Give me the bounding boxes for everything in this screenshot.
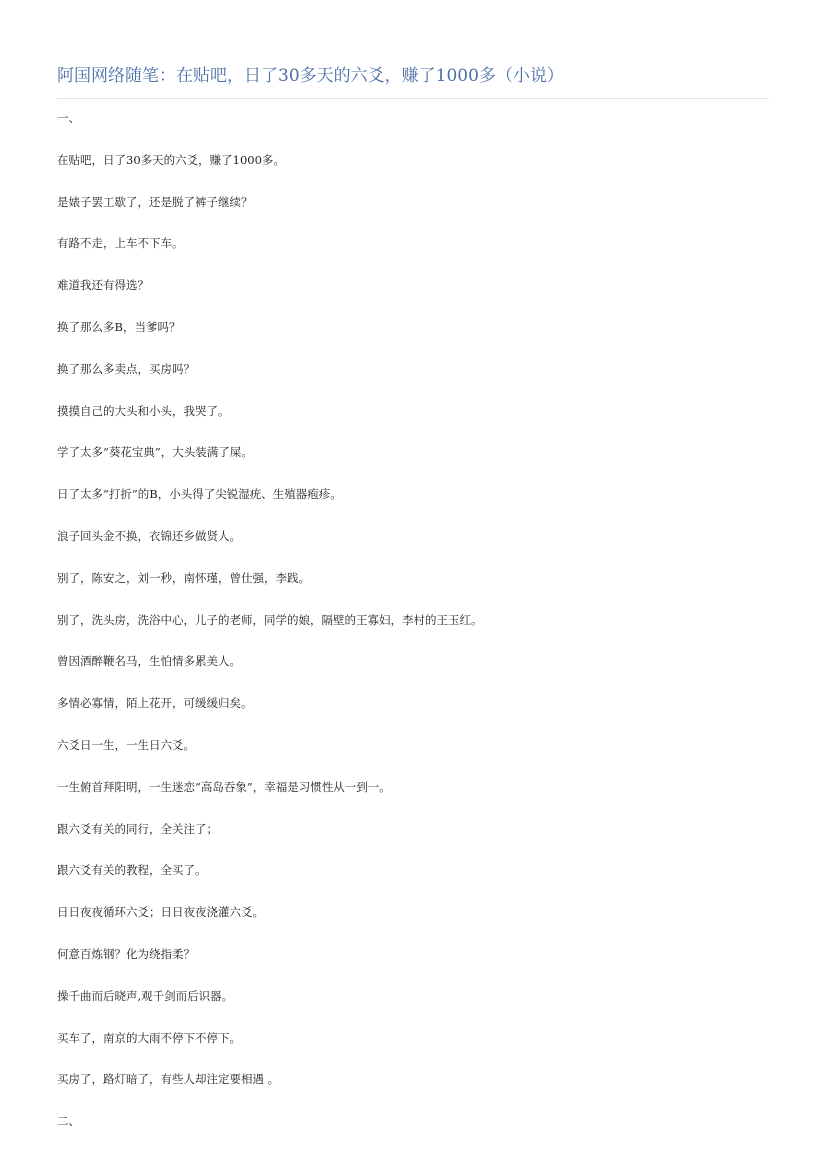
paragraph: 跟六爻有关的同行，全关注了； — [57, 821, 218, 836]
paragraph: 何意百炼钢？化为绕指柔？ — [57, 946, 195, 961]
paragraph: 六爻日一生，一生日六爻。 — [57, 737, 195, 752]
paragraph: 日日夜夜循环六爻；日日夜夜浇灌六爻。 — [57, 905, 264, 920]
paragraph: 多情必寡情，陌上花开，可缓缓归矣。 — [57, 696, 253, 711]
paragraph: 日了太多“打折”的B，小头得了尖锐湿疣、生殖器疱疹。 — [57, 487, 342, 502]
paragraph: 一生俯首拜阳明，一生迷恋“高岛吞象”，幸福是习惯性从一到一。 — [57, 779, 391, 794]
paragraph: 换了那么多卖点，买房吗？ — [57, 361, 195, 376]
paragraph: 有路不走，上车不下车。 — [57, 236, 184, 251]
paragraph: 学了太多“葵花宝典”，大头装满了屎。 — [57, 445, 253, 460]
paragraph: 浪子回头金不换，衣锦还乡做贤人。 — [57, 528, 241, 543]
section-heading: 二、 — [57, 1114, 80, 1129]
document-title: 阿国网络随笔：在贴吧，日了30多天的六爻，赚了1000多（小说） — [57, 66, 564, 86]
section-heading: 一、 — [57, 111, 80, 125]
document-body — [57, 108, 769, 1153]
paragraph: 难道我还有得选？ — [57, 278, 149, 293]
title-divider — [57, 98, 769, 99]
paragraph: 是婊子罢工歇了，还是脱了裤子继续？ — [57, 194, 253, 209]
paragraph: 买车了，南京的大雨不停下不停下。 — [57, 1030, 241, 1045]
paragraph: 别了，洗头房，洗浴中心，儿子的老师，同学的娘，隔壁的王寡妇，李村的王玉红。 — [57, 612, 483, 627]
paragraph: 操千曲而后晓声,观千剑而后识器。 — [57, 988, 234, 1003]
paragraph: 曾因酒醉鞭名马，生怕情多累美人。 — [57, 654, 241, 669]
paragraph: 别了，陈安之，刘一秒，南怀瑾，曾仕强，李践。 — [57, 570, 310, 585]
paragraph: 跟六爻有关的教程，全买了。 — [57, 863, 207, 878]
paragraph: 摸摸自己的大头和小头，我哭了。 — [57, 403, 230, 418]
paragraph: 换了那么多B，当爹吗？ — [57, 319, 181, 334]
paragraph: 在贴吧，日了30多天的六爻，赚了1000多。 — [57, 152, 285, 167]
paragraph: 买房了，路灯暗了，有些人却注定要相遇 。 — [57, 1072, 280, 1087]
